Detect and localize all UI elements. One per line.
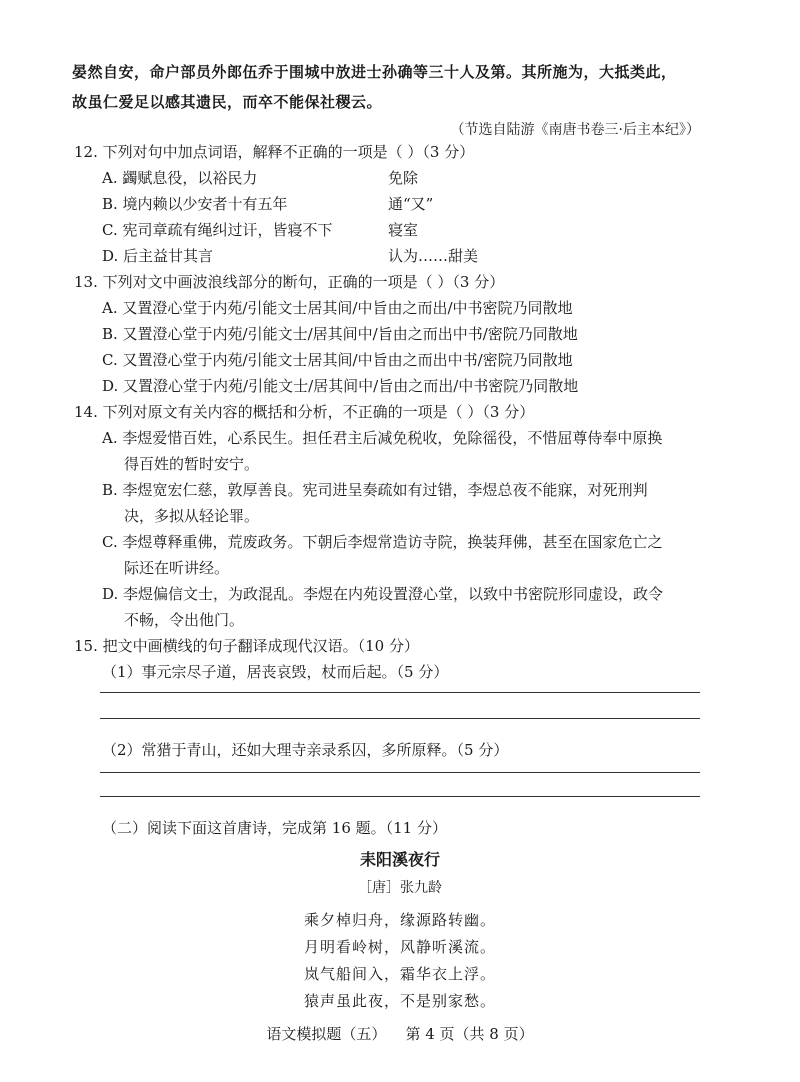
section2-intro: （二）阅读下面这首唐诗，完成第 16 题。（11 分） xyxy=(102,819,447,837)
q12-option-c-answer: 寝室 xyxy=(388,221,419,239)
q14-option-a-line1: A. 李煜爱惜百姓，心系民生。担任君主后减免税收，免除徭役，不惜屈尊侍奉中原换 xyxy=(102,429,663,447)
q14-stem: 14. 下列对原文有关内容的概括和分析，不正确的一项是（ ）（3 分） xyxy=(74,403,535,421)
poem-title: 耒阳溪夜行 xyxy=(359,850,440,869)
q12-option-c: C. 宪司章疏有绳纠过讦，皆寝不下 xyxy=(102,221,333,239)
q15-sentence-2: （2）常猎于青山，还如大理寺亲录系囚，多所原释。（5 分） xyxy=(102,741,509,759)
poem-line-4: 猿声虽此夜，不是别家愁。 xyxy=(303,992,496,1010)
answer-line[interactable] xyxy=(100,772,700,773)
q13-option-d: D. 又置澄心堂于内苑/引能文士/居其间中/旨由之而出/中书密院乃同散地 xyxy=(102,377,579,395)
answer-line[interactable] xyxy=(100,796,700,797)
q14-option-d-line2: 不畅，令出他门。 xyxy=(124,611,245,629)
q14-option-b-line1: B. 李煜宽宏仁慈，敦厚善良。宪司进呈奏疏如有过错，李煜总夜不能寐，对死刑判 xyxy=(102,481,648,499)
q14-option-a-line2: 得百姓的暂时安宁。 xyxy=(124,455,260,473)
poem-author: ［唐］张九龄 xyxy=(358,880,442,896)
q12-option-b-answer: 通“又” xyxy=(388,195,434,213)
q12-option-d: D. 后主益甘其言 xyxy=(102,247,214,265)
passage-source: （节选自陆游《南唐书卷三·后主本纪》） xyxy=(450,122,700,138)
q14-option-c-line2: 际还在听讲经。 xyxy=(124,559,230,577)
q12-option-b: B. 境内赖以少安者十有五年 xyxy=(102,195,288,213)
poem-line-1: 乘夕棹归舟，缘源路转幽。 xyxy=(303,911,496,929)
passage-line-2: 故虽仁爱足以感其遗民，而卒不能保社稷云。 xyxy=(72,93,383,111)
answer-line[interactable] xyxy=(100,718,700,719)
q12-option-d-answer: 认为……甜美 xyxy=(388,247,479,265)
poem-line-3: 岚气船间入，霜华衣上浮。 xyxy=(303,965,496,983)
q13-option-c: C. 又置澄心堂于内苑/引能文士居其间/中旨由之而出中书/密院乃同散地 xyxy=(102,351,573,369)
q12-option-a: A. 蠲赋息役，以裕民力 xyxy=(102,169,258,187)
passage-line-1: 晏然自安，命户部员外郎伍乔于围城中放进士孙确等三十人及第。其所施为，大抵类此， xyxy=(72,63,677,81)
q14-option-d-line1: D. 李煜偏信文士，为政混乱。李煜在内苑设置澄心堂，以致中书密院形同虚设，政令 xyxy=(102,585,664,603)
q12-option-a-answer: 免除 xyxy=(388,169,419,187)
answer-line[interactable] xyxy=(100,692,700,693)
q13-option-a: A. 又置澄心堂于内苑/引能文士居其间/中旨由之而出/中书密院乃同散地 xyxy=(102,299,573,317)
q15-stem: 15. 把文中画横线的句子翻译成现代汉语。（10 分） xyxy=(74,637,419,655)
q13-option-b: B. 又置澄心堂于内苑/引能文士/居其间中/旨由之而出中书/密院乃同散地 xyxy=(102,325,578,343)
poem-line-2: 月明看岭树，风静听溪流。 xyxy=(303,938,496,956)
q13-stem: 13. 下列对文中画波浪线部分的断句，正确的一项是（ ）（3 分） xyxy=(74,273,505,291)
q12-stem: 12. 下列对句中加点词语，解释不正确的一项是（ ）（3 分） xyxy=(74,143,475,161)
q14-option-c-line1: C. 李煜尊释重佛，荒废政务。下朝后李煜常造访寺院，换装拜佛，甚至在国家危亡之 xyxy=(102,533,663,551)
q15-sentence-1: （1）事元宗尽子道，居丧哀毁，杖而后起。（5 分） xyxy=(102,663,449,681)
page-footer: 语文模拟题（五） 第 4 页（共 8 页） xyxy=(266,1025,534,1043)
q14-option-b-line2: 决，多拟从轻论罪。 xyxy=(124,507,260,525)
